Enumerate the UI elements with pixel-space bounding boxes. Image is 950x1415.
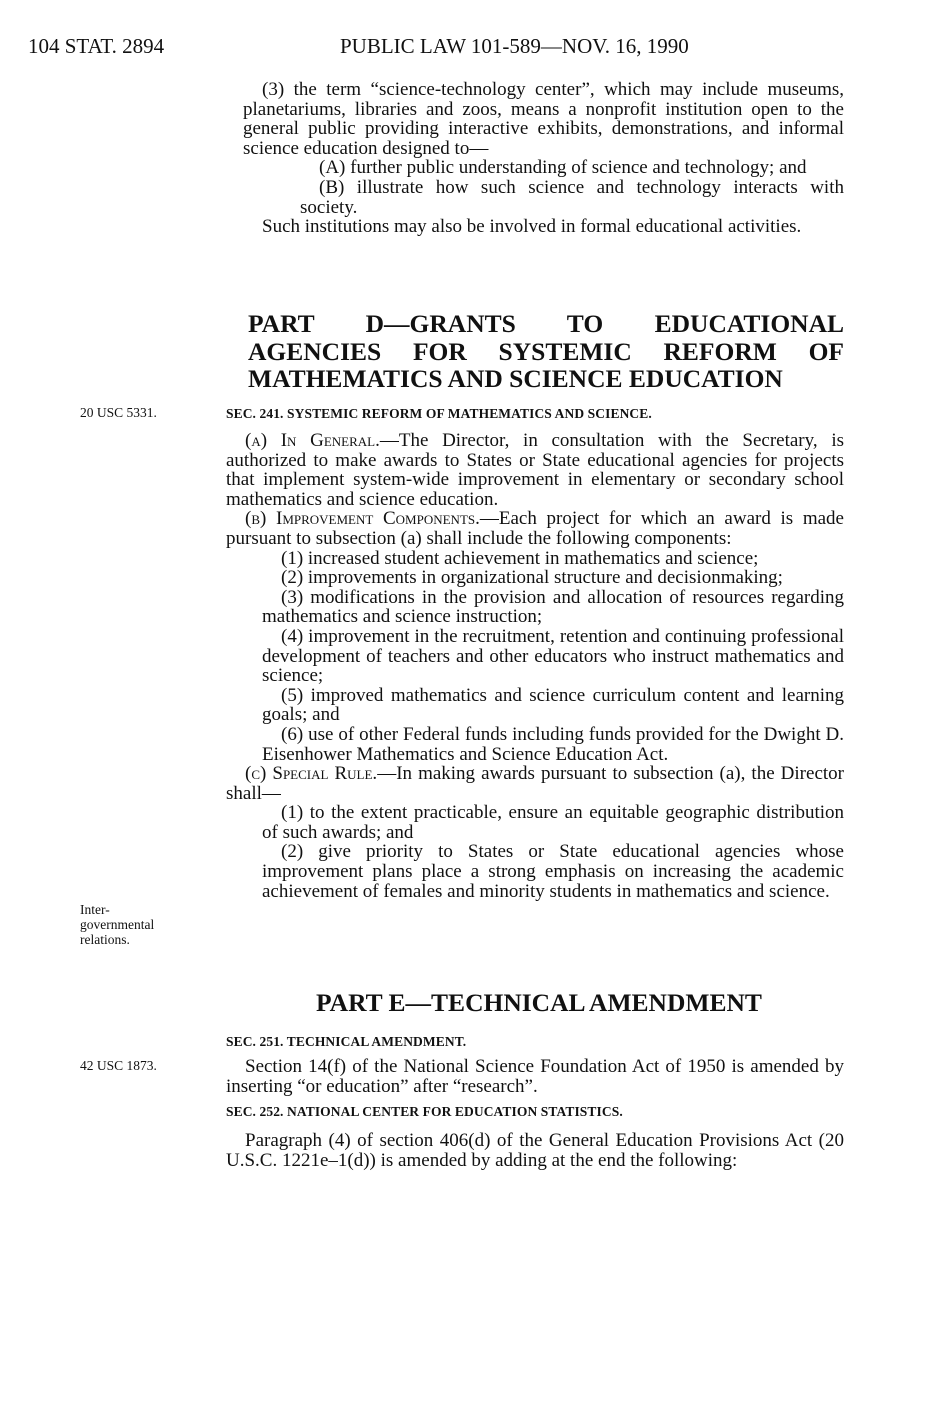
law-reference: PUBLIC LAW 101-589—NOV. 16, 1990 xyxy=(340,34,689,58)
sec-251-body xyxy=(226,1057,844,1096)
component-item-1: (1) increased student achievement in mathematics and science; xyxy=(281,547,759,569)
definition-3-block xyxy=(243,79,844,238)
subsection-b-text: —Each project for which an award is made pursuant to subsection (a) shall include the following components: xyxy=(226,508,844,549)
component-item-6: (6) use of other Federal funds including funds provided for the Dwight D. Eisenhower Mathematics and Science Education Act. xyxy=(262,723,844,765)
margin-note-20-usc: 20 USC 5331. xyxy=(80,405,157,420)
margin-note-line-2: governmental xyxy=(80,917,155,932)
sec-251-text: Section 14(f) of the National Science Foundation Act of 1950 is amended by inserting “or education” after “research”. xyxy=(226,1056,844,1097)
subsection-b-label: (b) Improvement Components. xyxy=(245,508,480,530)
definition-3-item-a: (A) further public understanding of science and technology; and xyxy=(319,157,807,179)
subsection-a-text: —The Director, in consultation with the Secretary, is authorized to make awards to States or State educational agencies for projects that implement system-wide improvement in elementary or secondary school mathematics and science education. xyxy=(226,430,844,510)
sec-252-text: Paragraph (4) of section 406(d) of the General Education Provisions Act (20 U.S.C. 1221e–1(d)) is amended by adding at the end the following: xyxy=(226,1130,844,1171)
sec-252-heading: SEC. 252. NATIONAL CENTER FOR EDUCATION STATISTICS. xyxy=(226,1104,623,1119)
subsection-c-text: —In making awards pursuant to subsection (a), the Director shall— xyxy=(226,763,844,804)
component-item-3: (3) modifications in the provision and allocation of resources regarding mathematics and science instruction; xyxy=(262,586,844,628)
sec-241-heading: SEC. 241. SYSTEMIC REFORM OF MATHEMATICS AND SCIENCE. xyxy=(226,406,652,421)
component-item-5: (5) improved mathematics and science curriculum content and learning goals; and xyxy=(262,684,844,726)
part-d-title: PART D—GRANTS TO EDUCATIONAL AGENCIES FOR SYSTEMIC REFORM OF MATHEMATICS AND SCIENCE EDUCATION xyxy=(248,309,844,393)
special-rule-item-2: (2) give priority to States or State educational agencies whose improvement plans place a strong emphasis on increasing the academic achievement of females and minority students in mathematics and science. xyxy=(262,841,844,902)
component-item-4: (4) improvement in the recruitment, retention and continuing professional development of teachers and other educators who instruct mathematics and science; xyxy=(262,625,844,687)
subsection-c xyxy=(226,764,844,803)
margin-note-line-3: relations. xyxy=(80,932,130,947)
definition-3-tail: Such institutions may also be involved in formal educational activities. xyxy=(262,216,802,238)
special-rule-item-1: (1) to the extent practicable, ensure an equitable geographic distribution of such awards; and xyxy=(262,802,844,843)
sec-252-body xyxy=(226,1131,844,1170)
stat-reference: 104 STAT. 2894 xyxy=(28,34,165,58)
sec-251-heading: SEC. 251. TECHNICAL AMENDMENT. xyxy=(226,1034,467,1049)
component-item-2: (2) improvements in organizational structure and decisionmaking; xyxy=(281,567,783,589)
part-e-title: PART E—TECHNICAL AMENDMENT xyxy=(316,988,762,1017)
subsection-c-label: (c) Special Rule. xyxy=(245,763,378,785)
margin-note-intergovernmental xyxy=(80,902,154,947)
margin-note-line-1: Inter- xyxy=(80,902,110,917)
definition-3-item-b: (B) illustrate how such science and technology interacts with society. xyxy=(300,176,844,218)
subsection-a xyxy=(226,431,844,509)
subsection-a-label: (a) In General. xyxy=(245,430,380,451)
definition-3-text: (3) the term “science-technology center”, which may include museums, planetariums, libraries and zoos, means a nonprofit institution open to the general public providing interactive exhibits, demonstrations, and informal science education designed to— xyxy=(243,79,844,159)
margin-note-42-usc: 42 USC 1873. xyxy=(80,1058,157,1073)
sec-241-body xyxy=(226,431,844,901)
subsection-b xyxy=(226,509,844,548)
